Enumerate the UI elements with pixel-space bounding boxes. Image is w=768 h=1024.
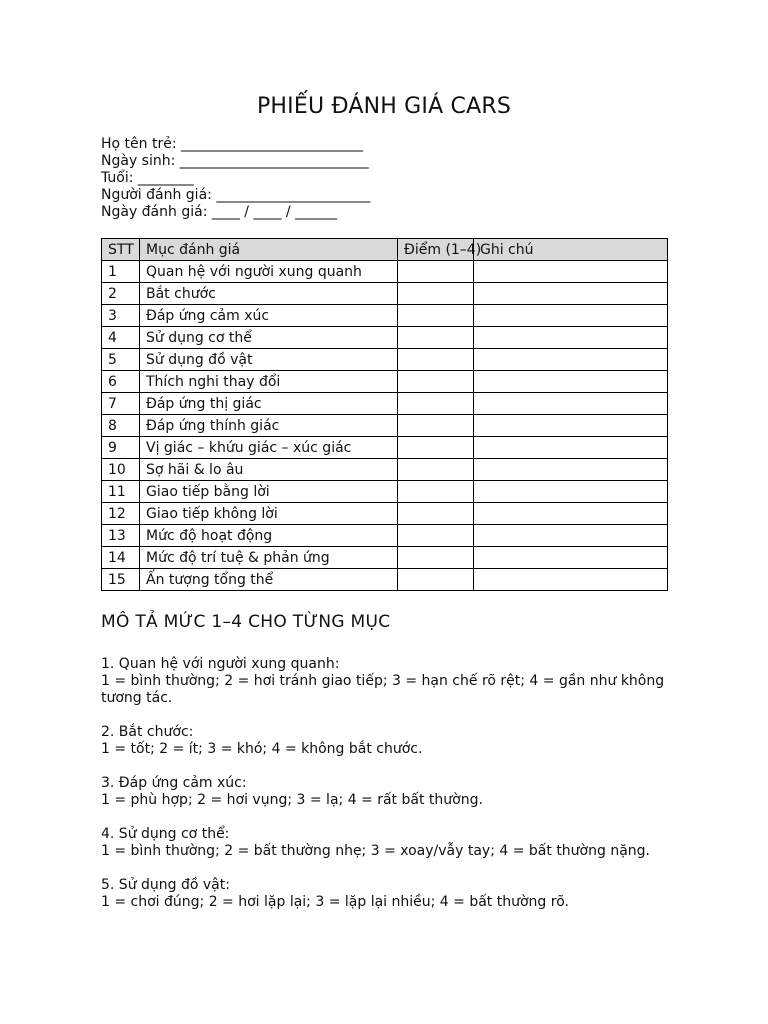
row-item-cell: Đáp ứng cảm xúc: [140, 305, 398, 327]
table-row: [102, 393, 668, 415]
row-stt-cell: 15: [102, 569, 140, 591]
header-score: Điểm (1–4): [398, 239, 474, 261]
description-text: 1 = bình thường; 2 = hơi tránh giao tiếp; 3 = hạn chế rõ rệt; 4 = gần như không tương tác.: [101, 673, 665, 706]
row-note-cell: [474, 393, 668, 415]
row-stt-cell: 6: [102, 371, 140, 393]
row-item-cell: Giao tiếp bằng lời: [140, 481, 398, 503]
row-item-cell: Mức độ trí tuệ & phản ứng: [140, 547, 398, 569]
table-body: [102, 261, 668, 591]
row-note-cell: [474, 547, 668, 569]
row-item-cell: Quan hệ với người xung quanh: [140, 261, 398, 283]
table-row: [102, 283, 668, 305]
description-heading: 5. Sử dụng đồ vật:: [101, 877, 230, 893]
header-item: Mục đánh giá: [140, 239, 398, 261]
eval-date-line: Ngày đánh giá: ____ / ____ / ______: [101, 204, 338, 220]
birth-date-line: Ngày sinh: ___________________________: [101, 153, 369, 169]
row-score-cell: [398, 305, 474, 327]
description-heading: 2. Bắt chước:: [101, 724, 194, 740]
description-entry: [101, 826, 671, 860]
row-stt-cell: 2: [102, 283, 140, 305]
row-note-cell: [474, 459, 668, 481]
description-text: 1 = tốt; 2 = ít; 3 = khó; 4 = không bắt chước.: [101, 741, 423, 757]
row-stt-cell: 4: [102, 327, 140, 349]
description-entry: [101, 724, 671, 758]
table-row: [102, 525, 668, 547]
row-note-cell: [474, 371, 668, 393]
table-row: [102, 459, 668, 481]
description-heading: 1. Quan hệ với người xung quanh:: [101, 656, 340, 672]
row-score-cell: [398, 349, 474, 371]
row-item-cell: Mức độ hoạt động: [140, 525, 398, 547]
description-text: 1 = phù hợp; 2 = hơi vụng; 3 = lạ; 4 = rất bất thường.: [101, 792, 483, 808]
table-row: [102, 481, 668, 503]
row-stt-cell: 13: [102, 525, 140, 547]
row-stt-cell: 9: [102, 437, 140, 459]
description-text: 1 = chơi đúng; 2 = hơi lặp lại; 3 = lặp lại nhiều; 4 = bất thường rõ.: [101, 894, 569, 910]
row-score-cell: [398, 525, 474, 547]
row-item-cell: Thích nghi thay đổi: [140, 371, 398, 393]
row-note-cell: [474, 481, 668, 503]
table-row: [102, 415, 668, 437]
row-item-cell: Sử dụng đồ vật: [140, 349, 398, 371]
row-stt-cell: 11: [102, 481, 140, 503]
table-row: [102, 305, 668, 327]
row-item-cell: Giao tiếp không lời: [140, 503, 398, 525]
row-score-cell: [398, 371, 474, 393]
row-item-cell: Đáp ứng thị giác: [140, 393, 398, 415]
row-score-cell: [398, 415, 474, 437]
table-row: [102, 437, 668, 459]
row-score-cell: [398, 547, 474, 569]
header-note: Ghi chú: [474, 239, 668, 261]
row-note-cell: [474, 283, 668, 305]
row-note-cell: [474, 327, 668, 349]
row-score-cell: [398, 503, 474, 525]
row-score-cell: [398, 393, 474, 415]
description-entry: [101, 877, 671, 911]
row-stt-cell: 5: [102, 349, 140, 371]
table-row: [102, 371, 668, 393]
row-item-cell: Sợ hãi & lo âu: [140, 459, 398, 481]
info-block: [101, 136, 370, 221]
row-note-cell: [474, 415, 668, 437]
row-item-cell: Vị giác – khứu giác – xúc giác: [140, 437, 398, 459]
description-entry: [101, 775, 671, 809]
description-list: [101, 656, 671, 928]
row-stt-cell: 7: [102, 393, 140, 415]
row-stt-cell: 12: [102, 503, 140, 525]
description-heading: 4. Sử dụng cơ thể:: [101, 826, 230, 842]
row-note-cell: [474, 503, 668, 525]
row-score-cell: [398, 283, 474, 305]
table-row: [102, 547, 668, 569]
child-name-line: Họ tên trẻ: __________________________: [101, 136, 363, 152]
header-stt: STT: [102, 239, 140, 261]
row-note-cell: [474, 569, 668, 591]
table-row: [102, 349, 668, 371]
evaluator-line: Người đánh giá: ______________________: [101, 187, 371, 203]
description-text: 1 = bình thường; 2 = bất thường nhẹ; 3 = xoay/vẫy tay; 4 = bất thường nặng.: [101, 843, 650, 859]
row-note-cell: [474, 525, 668, 547]
row-item-cell: Bắt chước: [140, 283, 398, 305]
row-note-cell: [474, 305, 668, 327]
table-row: [102, 261, 668, 283]
row-stt-cell: 10: [102, 459, 140, 481]
row-stt-cell: 3: [102, 305, 140, 327]
row-score-cell: [398, 459, 474, 481]
age-line: Tuổi: ________: [101, 170, 194, 186]
row-note-cell: [474, 437, 668, 459]
description-heading: 3. Đáp ứng cảm xúc:: [101, 775, 247, 791]
section-title: MÔ TẢ MỨC 1–4 CHO TỪNG MỤC: [101, 612, 391, 632]
table-header-row: [102, 239, 668, 261]
evaluation-table: [101, 238, 668, 591]
row-item-cell: Ấn tượng tổng thể: [140, 569, 398, 591]
row-stt-cell: 14: [102, 547, 140, 569]
table-row: [102, 569, 668, 591]
row-score-cell: [398, 437, 474, 459]
row-stt-cell: 1: [102, 261, 140, 283]
row-stt-cell: 8: [102, 415, 140, 437]
table-row: [102, 327, 668, 349]
row-score-cell: [398, 569, 474, 591]
row-note-cell: [474, 349, 668, 371]
row-item-cell: Sử dụng cơ thể: [140, 327, 398, 349]
description-entry: [101, 656, 671, 707]
row-item-cell: Đáp ứng thính giác: [140, 415, 398, 437]
row-score-cell: [398, 327, 474, 349]
row-score-cell: [398, 481, 474, 503]
table-row: [102, 503, 668, 525]
row-score-cell: [398, 261, 474, 283]
page-title: PHIẾU ĐÁNH GIÁ CARS: [256, 94, 512, 119]
row-note-cell: [474, 261, 668, 283]
